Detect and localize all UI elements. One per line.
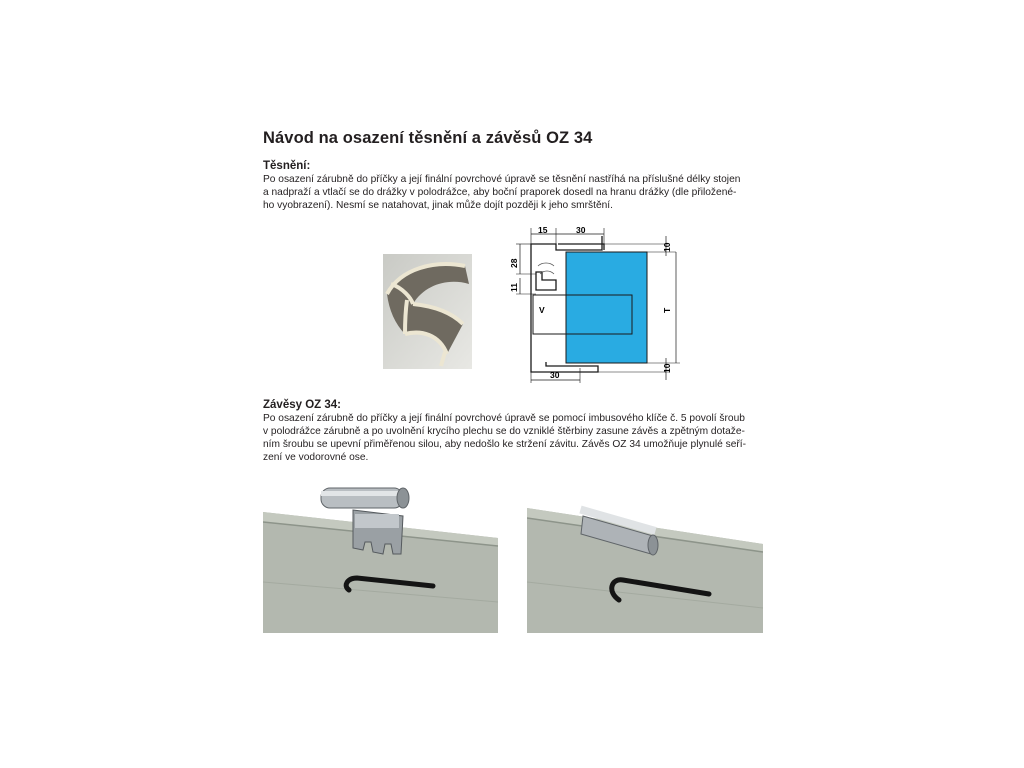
dim-30-bottom-label: 30 xyxy=(550,370,560,380)
hinge-line-4: zení ve vodorovné ose. xyxy=(263,452,369,463)
door-leaf-block xyxy=(566,252,647,363)
hinge-heading: Závěsy OZ 34: xyxy=(263,399,341,411)
dim-28-label: 28 xyxy=(509,258,519,268)
hinge-line-2: v polodrážce zárubně a po uvolnění krycího plechu se do vzniklé štěrbiny zasune závěs a zpětným dotaže- xyxy=(263,426,745,437)
hinge-inserted-photo xyxy=(527,482,763,633)
dim-v-label: V xyxy=(539,305,545,315)
seal-line-3: ho vyobrazení). Nesmí se natahovat, jinak může dojít později k jeho smrštění. xyxy=(263,200,613,211)
dim-30-top-label: 30 xyxy=(576,225,586,235)
dim-10-top-label: 10 xyxy=(662,242,672,252)
dim-15-label: 15 xyxy=(538,225,548,235)
hinge-line-1: Po osazení zárubně do příčky a její finální povrchové úpravě se pomocí imbusového klíče č. 5 povolí šroub xyxy=(263,413,745,424)
seal-heading: Těsnění: xyxy=(263,160,311,172)
seal-profile-photo xyxy=(383,254,472,369)
seal-paragraph xyxy=(263,173,783,212)
hinge-paragraph xyxy=(263,412,783,464)
dim-t-label: T xyxy=(662,307,672,313)
dim-11-label: 11 xyxy=(509,283,519,292)
document-title: Návod na osazení těsnění a závěsů OZ 34 xyxy=(263,129,593,147)
hinge-mounted-photo xyxy=(263,482,498,633)
seal-line-1: Po osazení zárubně do příčky a její finální povrchové úpravě se těsnění nastříhá na příslušné délky stojen xyxy=(263,174,741,185)
seal-section-diagram xyxy=(500,222,690,389)
hinge-line-3: ním šroubu se upevní přiměřenou silou, aby nedošlo ke stržení závitu. Závěs OZ 34 umožňuje plynulé seří- xyxy=(263,439,747,450)
dim-10-bottom-label: 10 xyxy=(662,363,672,373)
seal-line-2: a nadpraží a vtlačí se do drážky v polodrážce, aby boční praporek dosedl na hranu drážky (dle přiložené- xyxy=(263,187,737,198)
